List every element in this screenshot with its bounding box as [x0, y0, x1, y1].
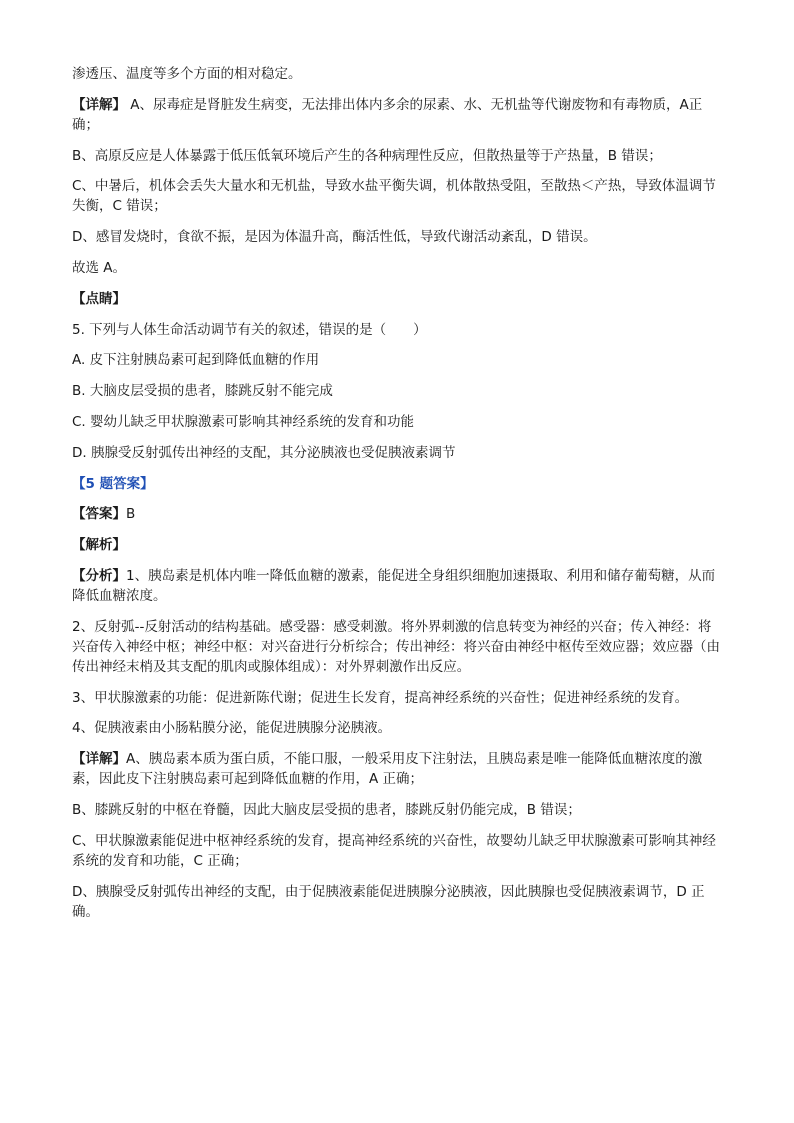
section-tag-detail-2: 【详解】 — [72, 751, 126, 768]
section-tag-answer: 【答案】 — [72, 506, 126, 523]
section-tag-detail: 【详解】 — [72, 96, 126, 113]
option-a: A. 皮下注射胰岛素可起到降低血糖的作用 — [72, 352, 320, 369]
text-line-6 — [72, 289, 724, 309]
analysis-heading — [72, 535, 724, 555]
option-c: C. 婴幼儿缺乏甲状腺激素可影响其神经系统的发育和功能 — [72, 413, 415, 430]
answer-line: 【答案】B — [72, 506, 136, 523]
text-line-2: B、高原反应是人体暴露于低压低氧环境后产生的各种病理性反应，但散热量等于产热量，B 错误； — [72, 147, 662, 164]
detail-b: B、膝跳反射的中枢在脊髓，因此大脑皮层受损的患者，膝跳反射仍能完成，B 错误； — [72, 801, 581, 818]
document-page — [72, 64, 724, 932]
detail-a: 【详解】A、胰岛素本质为蛋白质，不能口服，一般采用皮下注射法，且胰岛素是唯一能降低血糖浓度的激素，因此皮下注射胰岛素可起到降低血糖的作用，A 正确； — [72, 751, 703, 788]
analysis-point-3: 3、甲状腺激素的功能：促进新陈代谢；促进生长发育，提高神经系统的兴奋性；促进神经系统的发育。 — [72, 689, 689, 706]
analysis-point-1: 【分析】1、胰岛素是机体内唯一降低血糖的激素，能促进全身组织细胞加速摄取、利用和储存葡萄糖，从而降低血糖浓度。 — [72, 567, 716, 604]
text-line-5: 故选 A。 — [72, 259, 127, 276]
section-tag-breakdown: 【分析】 — [72, 567, 126, 584]
question-stem: 5. 下列与人体生命活动调节有关的叙述，错误的是（ ） — [72, 321, 427, 338]
answer-heading-label: 【5 题答案】 — [72, 475, 154, 492]
analysis-point-2: 2、反射弧--反射活动的结构基础。感受器：感受刺激。将外界刺激的信息转变为神经的兴奋；传入神经：将兴奋传入神经中枢；神经中枢：对兴奋进行分析综合；传出神经：将兴奋由神经中枢传至效应器；效应器（由传出神经末梢及其支配的肌肉或腺体组成）：对外界刺激作出反应。 — [72, 618, 720, 675]
option-d: D. 胰腺受反射弧传出神经的支配，其分泌胰液也受促胰液素调节 — [72, 444, 456, 461]
text-line-4: D、感冒发烧时，食欲不振，是因为体温升高，酶活性低，导致代谢活动紊乱，D 错误。 — [72, 229, 597, 246]
answer-heading — [72, 474, 724, 494]
detail-c: C、甲状腺激素能促进中枢神经系统的发育，提高神经系统的兴奋性，故婴幼儿缺乏甲状腺激素可影响其神经系统的发育和功能，C 正确； — [72, 832, 716, 869]
section-tag-comment: 【点睛】 — [72, 290, 126, 307]
text-line-3: C、中暑后，机体会丢失大量水和无机盐，导致水盐平衡失调，机体散热受阻，至散热＜产热，导致体温调节失衡，C 错误； — [72, 178, 716, 215]
detail-d: D、胰腺受反射弧传出神经的支配，由于促胰液素能促进胰腺分泌胰液，因此胰腺也受促胰液素调节，D 正确。 — [72, 883, 705, 920]
text-line-0: 渗透压、温度等多个方面的相对稳定。 — [72, 66, 302, 82]
option-b: B. 大脑皮层受损的患者，膝跳反射不能完成 — [72, 383, 333, 400]
text-line-1: 【详解】 A、尿毒症是肾脏发生病变，无法排出体内多余的尿素、水、无机盐等代谢废物和有毒物质，A正确； — [72, 96, 703, 133]
analysis-point-4: 4、促胰液素由小肠粘膜分泌，能促进胰腺分泌胰液。 — [72, 720, 392, 737]
section-tag-analysis: 【解析】 — [72, 537, 126, 554]
